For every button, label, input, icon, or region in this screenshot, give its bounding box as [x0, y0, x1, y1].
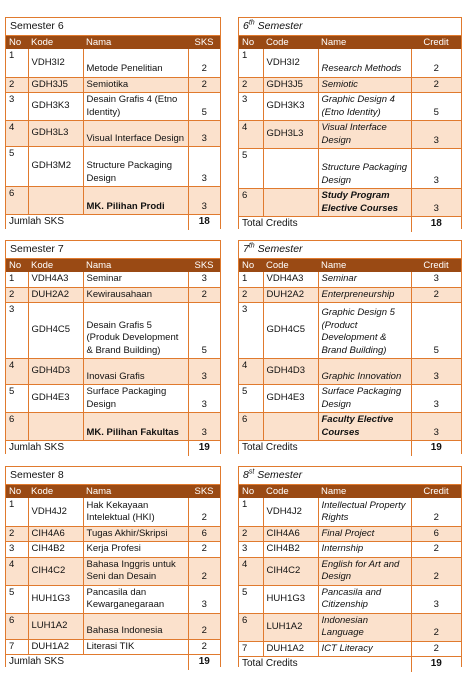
course-no: 4 [6, 557, 28, 585]
course-code [263, 189, 318, 217]
course-name: Desain Grafis 5 (Produk Development & Brand Building) [83, 303, 188, 359]
course-name: Literasi TIK [83, 639, 188, 655]
header-code: Code [263, 485, 318, 498]
course-no: 6 [239, 613, 263, 641]
total-label: Jumlah SKS [6, 655, 188, 670]
course-code: GDH4D3 [28, 359, 83, 385]
table-row [6, 93, 220, 121]
semester-6-panel-en [238, 17, 462, 229]
table-row [6, 147, 220, 187]
course-name: Semiotic [318, 77, 411, 93]
course-credit: 2 [411, 613, 461, 641]
course-credit: 2 [411, 287, 461, 303]
course-no: 7 [6, 639, 28, 655]
table-row [6, 557, 220, 585]
course-no: 2 [239, 287, 263, 303]
total-label: Total Credits [239, 441, 411, 456]
course-credit: 2 [188, 639, 220, 655]
ordinal-suffix: st [248, 468, 255, 476]
semester-8-panel-id [5, 466, 221, 667]
course-code [28, 413, 83, 441]
course-name: Bahasa Indonesia [83, 613, 188, 639]
course-no: 5 [239, 385, 263, 413]
course-credit: 6 [411, 526, 461, 542]
table-row [239, 542, 461, 558]
semester-word: Semester [257, 243, 303, 255]
total-label: Jumlah SKS [6, 441, 188, 456]
header-credit: Credit [411, 259, 461, 272]
header-no: No [6, 36, 28, 49]
course-code: CIH4C2 [263, 557, 318, 585]
table-header-row [6, 36, 220, 49]
course-code: VDH4A3 [263, 272, 318, 287]
course-name: Faculty Elective Courses [318, 413, 411, 441]
course-code: VDH4A3 [28, 272, 83, 287]
table-row [239, 585, 461, 613]
table-row [239, 526, 461, 542]
course-code: HUH1G3 [28, 585, 83, 613]
table-row [239, 557, 461, 585]
header-credit: SKS [188, 36, 220, 49]
table-row [6, 526, 220, 542]
table-header-row [239, 485, 461, 498]
course-no: 4 [239, 121, 263, 149]
course-code: GDH3M2 [28, 147, 83, 187]
table-row [6, 498, 220, 526]
course-no: 3 [6, 93, 28, 121]
header-credit: SKS [188, 259, 220, 272]
course-credit: 6 [188, 526, 220, 542]
course-no: 3 [239, 303, 263, 359]
course-no: 1 [239, 49, 263, 77]
course-no: 2 [6, 77, 28, 93]
course-name: Bahasa Inggris untuk Seni dan Desain [83, 557, 188, 585]
semester-6-panel-id [5, 17, 221, 229]
header-code: Kode [28, 36, 83, 49]
table-row [239, 359, 461, 385]
header-credit: SKS [188, 485, 220, 498]
course-credit: 5 [411, 93, 461, 121]
total-label: Jumlah SKS [6, 215, 188, 230]
table-row [239, 641, 461, 657]
course-credit: 5 [188, 303, 220, 359]
course-name: MK. Pilihan Fakultas [83, 413, 188, 441]
course-code: LUH1A2 [263, 613, 318, 641]
table-row [6, 585, 220, 613]
course-no: 1 [239, 272, 263, 287]
table-row [6, 121, 220, 147]
course-name: Pancasila dan Kewarganegaraan [83, 585, 188, 613]
course-code: DUH1A2 [28, 639, 83, 655]
total-row [239, 217, 461, 232]
course-no: 7 [239, 641, 263, 657]
course-credit: 3 [188, 187, 220, 215]
course-credit: 2 [411, 77, 461, 93]
course-credit: 2 [411, 641, 461, 657]
table-row [6, 287, 220, 303]
course-code: GDH4E3 [28, 385, 83, 413]
course-code: GDH3J5 [28, 77, 83, 93]
course-no: 5 [239, 585, 263, 613]
total-value: 19 [188, 441, 220, 456]
panel-title: Semester 7 [6, 241, 220, 259]
header-credit: Credit [411, 36, 461, 49]
header-code: Kode [28, 485, 83, 498]
course-credit: 3 [411, 585, 461, 613]
course-code: GDH3J5 [263, 77, 318, 93]
course-name: Surface Packaging Design [83, 385, 188, 413]
course-table [239, 485, 461, 672]
table-row [239, 272, 461, 287]
course-code: DUH2A2 [28, 287, 83, 303]
table-row [239, 77, 461, 93]
course-credit: 3 [411, 359, 461, 385]
course-no: 1 [6, 272, 28, 287]
panel-title [239, 18, 461, 36]
total-value: 18 [411, 217, 461, 232]
header-no: No [6, 259, 28, 272]
course-credit: 2 [411, 542, 461, 558]
semester-word: Semester [257, 20, 303, 32]
course-code: CIH4B2 [263, 542, 318, 558]
table-row [239, 121, 461, 149]
panel-title: Semester 8 [6, 467, 220, 485]
course-name: Hak Kekayaan Intelektual (HKI) [83, 498, 188, 526]
header-name: Nama [83, 485, 188, 498]
course-no: 1 [6, 498, 28, 526]
header-code: Code [263, 259, 318, 272]
course-credit: 3 [411, 121, 461, 149]
course-name: Desain Grafis 4 (Etno Identity) [83, 93, 188, 121]
course-credit: 3 [188, 585, 220, 613]
header-no: No [239, 36, 263, 49]
course-no: 3 [6, 303, 28, 359]
table-row [6, 187, 220, 215]
course-code: GDH3K3 [263, 93, 318, 121]
course-no: 2 [239, 526, 263, 542]
course-credit: 2 [411, 49, 461, 77]
course-no: 2 [6, 287, 28, 303]
course-code: CIH4A6 [263, 526, 318, 542]
header-name: Name [318, 36, 411, 49]
semester-number: 6 [243, 20, 249, 32]
course-no: 1 [239, 498, 263, 526]
header-credit: Credit [411, 485, 461, 498]
course-code: VDH3I2 [263, 49, 318, 77]
course-credit: 3 [411, 189, 461, 217]
course-name: Surface Packaging Design [318, 385, 411, 413]
course-no: 6 [239, 189, 263, 217]
header-name: Name [318, 485, 411, 498]
semester-number: 8 [243, 469, 249, 481]
course-no: 3 [239, 93, 263, 121]
course-credit: 2 [188, 613, 220, 639]
course-table [239, 36, 461, 232]
course-table [6, 36, 220, 230]
course-no: 4 [239, 359, 263, 385]
course-no: 4 [6, 359, 28, 385]
course-credit: 3 [411, 385, 461, 413]
course-credit: 3 [411, 149, 461, 189]
course-name: Semiotika [83, 77, 188, 93]
table-row [239, 287, 461, 303]
total-row [239, 657, 461, 672]
course-credit: 2 [188, 49, 220, 77]
course-name: MK. Pilihan Prodi [83, 187, 188, 215]
total-value: 18 [188, 215, 220, 230]
course-code: GDH3K3 [28, 93, 83, 121]
table-row [6, 385, 220, 413]
header-name: Nama [83, 259, 188, 272]
course-code: VDH3I2 [28, 49, 83, 77]
total-value: 19 [188, 655, 220, 670]
course-no: 5 [239, 149, 263, 189]
course-table [239, 259, 461, 456]
panel-title [239, 467, 461, 485]
course-credit: 3 [188, 413, 220, 441]
course-credit: 2 [188, 287, 220, 303]
course-name: English for Art and Design [318, 557, 411, 585]
course-name: Kerja Profesi [83, 542, 188, 558]
total-row [6, 215, 220, 230]
course-name: Seminar [83, 272, 188, 287]
table-header-row [6, 485, 220, 498]
course-credit: 2 [411, 557, 461, 585]
total-row [6, 655, 220, 670]
course-name: Graphic Design 4 (Etno Identity) [318, 93, 411, 121]
table-row [239, 498, 461, 526]
course-code: GDH4E3 [263, 385, 318, 413]
course-name: Visual Interface Design [318, 121, 411, 149]
course-code: GDH3L3 [263, 121, 318, 149]
semester-word: Semester [257, 469, 303, 481]
course-code: LUH1A2 [28, 613, 83, 639]
table-header-row [6, 259, 220, 272]
course-no: 5 [6, 147, 28, 187]
semester-7-panel-en [238, 240, 462, 454]
course-name: Graphic Design 5 (Product Development & Brand Building) [318, 303, 411, 359]
total-value: 19 [411, 657, 461, 672]
course-no: 6 [6, 613, 28, 639]
course-credit: 2 [188, 77, 220, 93]
course-credit: 2 [188, 498, 220, 526]
course-no: 1 [6, 49, 28, 77]
table-row [239, 93, 461, 121]
course-no: 5 [6, 585, 28, 613]
table-row [6, 272, 220, 287]
course-credit: 3 [411, 272, 461, 287]
course-no: 5 [6, 385, 28, 413]
course-name: Intellectual Property Rights [318, 498, 411, 526]
semester-number: 7 [243, 243, 249, 255]
course-name: Final Project [318, 526, 411, 542]
ordinal-suffix: th [248, 19, 255, 27]
table-row [6, 613, 220, 639]
header-code: Kode [28, 259, 83, 272]
course-no: 6 [6, 187, 28, 215]
table-row [6, 303, 220, 359]
header-name: Name [318, 259, 411, 272]
table-row [239, 189, 461, 217]
course-no: 3 [6, 542, 28, 558]
course-no: 4 [239, 557, 263, 585]
course-code: CIH4B2 [28, 542, 83, 558]
course-code [28, 187, 83, 215]
table-row [239, 613, 461, 641]
course-name: Structure Packaging Design [318, 149, 411, 189]
course-code: CIH4C2 [28, 557, 83, 585]
ordinal-suffix: th [248, 242, 255, 250]
course-credit: 3 [188, 359, 220, 385]
course-no: 2 [6, 526, 28, 542]
course-name: Study Program Elective Courses [318, 189, 411, 217]
table-row [6, 77, 220, 93]
course-name: Inovasi Grafis [83, 359, 188, 385]
course-code: DUH1A2 [263, 641, 318, 657]
course-code: GDH3L3 [28, 121, 83, 147]
course-no: 2 [239, 77, 263, 93]
table-header-row [239, 259, 461, 272]
table-row [239, 149, 461, 189]
course-code: GDH4C5 [28, 303, 83, 359]
header-no: No [239, 259, 263, 272]
header-name: Nama [83, 36, 188, 49]
total-label: Total Credits [239, 657, 411, 672]
course-name: Tugas Akhir/Skripsi [83, 526, 188, 542]
table-row [239, 385, 461, 413]
course-name: Metode Penelitian [83, 49, 188, 77]
course-table [6, 259, 220, 456]
course-credit: 5 [188, 93, 220, 121]
course-code: VDH4J2 [28, 498, 83, 526]
course-credit: 2 [188, 542, 220, 558]
course-table [6, 485, 220, 670]
table-row [6, 359, 220, 385]
panel-title [239, 241, 461, 259]
course-name: Graphic Innovation [318, 359, 411, 385]
table-row [6, 49, 220, 77]
course-no: 3 [239, 542, 263, 558]
course-name: Structure Packaging Design [83, 147, 188, 187]
course-code [263, 149, 318, 189]
course-no: 6 [6, 413, 28, 441]
header-no: No [239, 485, 263, 498]
header-no: No [6, 485, 28, 498]
course-name: Internship [318, 542, 411, 558]
course-no: 4 [6, 121, 28, 147]
course-credit: 3 [188, 147, 220, 187]
course-credit: 2 [188, 557, 220, 585]
total-label: Total Credits [239, 217, 411, 232]
course-name: Indonesian Language [318, 613, 411, 641]
course-credit: 3 [188, 385, 220, 413]
course-name: Seminar [318, 272, 411, 287]
course-name: Research Methods [318, 49, 411, 77]
table-row [239, 413, 461, 441]
course-credit: 3 [411, 413, 461, 441]
course-code [263, 413, 318, 441]
course-name: Pancasila and Citizenship [318, 585, 411, 613]
course-credit: 2 [411, 498, 461, 526]
course-code: HUH1G3 [263, 585, 318, 613]
course-name: Kewirausahaan [83, 287, 188, 303]
semester-7-panel-id [5, 240, 221, 454]
table-row [239, 303, 461, 359]
course-name: Visual Interface Design [83, 121, 188, 147]
course-code: DUH2A2 [263, 287, 318, 303]
total-row [239, 441, 461, 456]
semester-8-panel-en [238, 466, 462, 667]
course-name: ICT Literacy [318, 641, 411, 657]
course-credit: 3 [188, 121, 220, 147]
course-code: GDH4D3 [263, 359, 318, 385]
header-code: Code [263, 36, 318, 49]
course-code: VDH4J2 [263, 498, 318, 526]
table-row [6, 413, 220, 441]
course-code: GDH4C5 [263, 303, 318, 359]
course-no: 6 [239, 413, 263, 441]
table-header-row [239, 36, 461, 49]
course-name: Enterpreneurship [318, 287, 411, 303]
table-row [239, 49, 461, 77]
course-credit: 5 [411, 303, 461, 359]
panel-title: Semester 6 [6, 18, 220, 36]
course-code: CIH4A6 [28, 526, 83, 542]
total-value: 19 [411, 441, 461, 456]
course-credit: 3 [188, 272, 220, 287]
table-row [6, 542, 220, 558]
table-row [6, 639, 220, 655]
total-row [6, 441, 220, 456]
